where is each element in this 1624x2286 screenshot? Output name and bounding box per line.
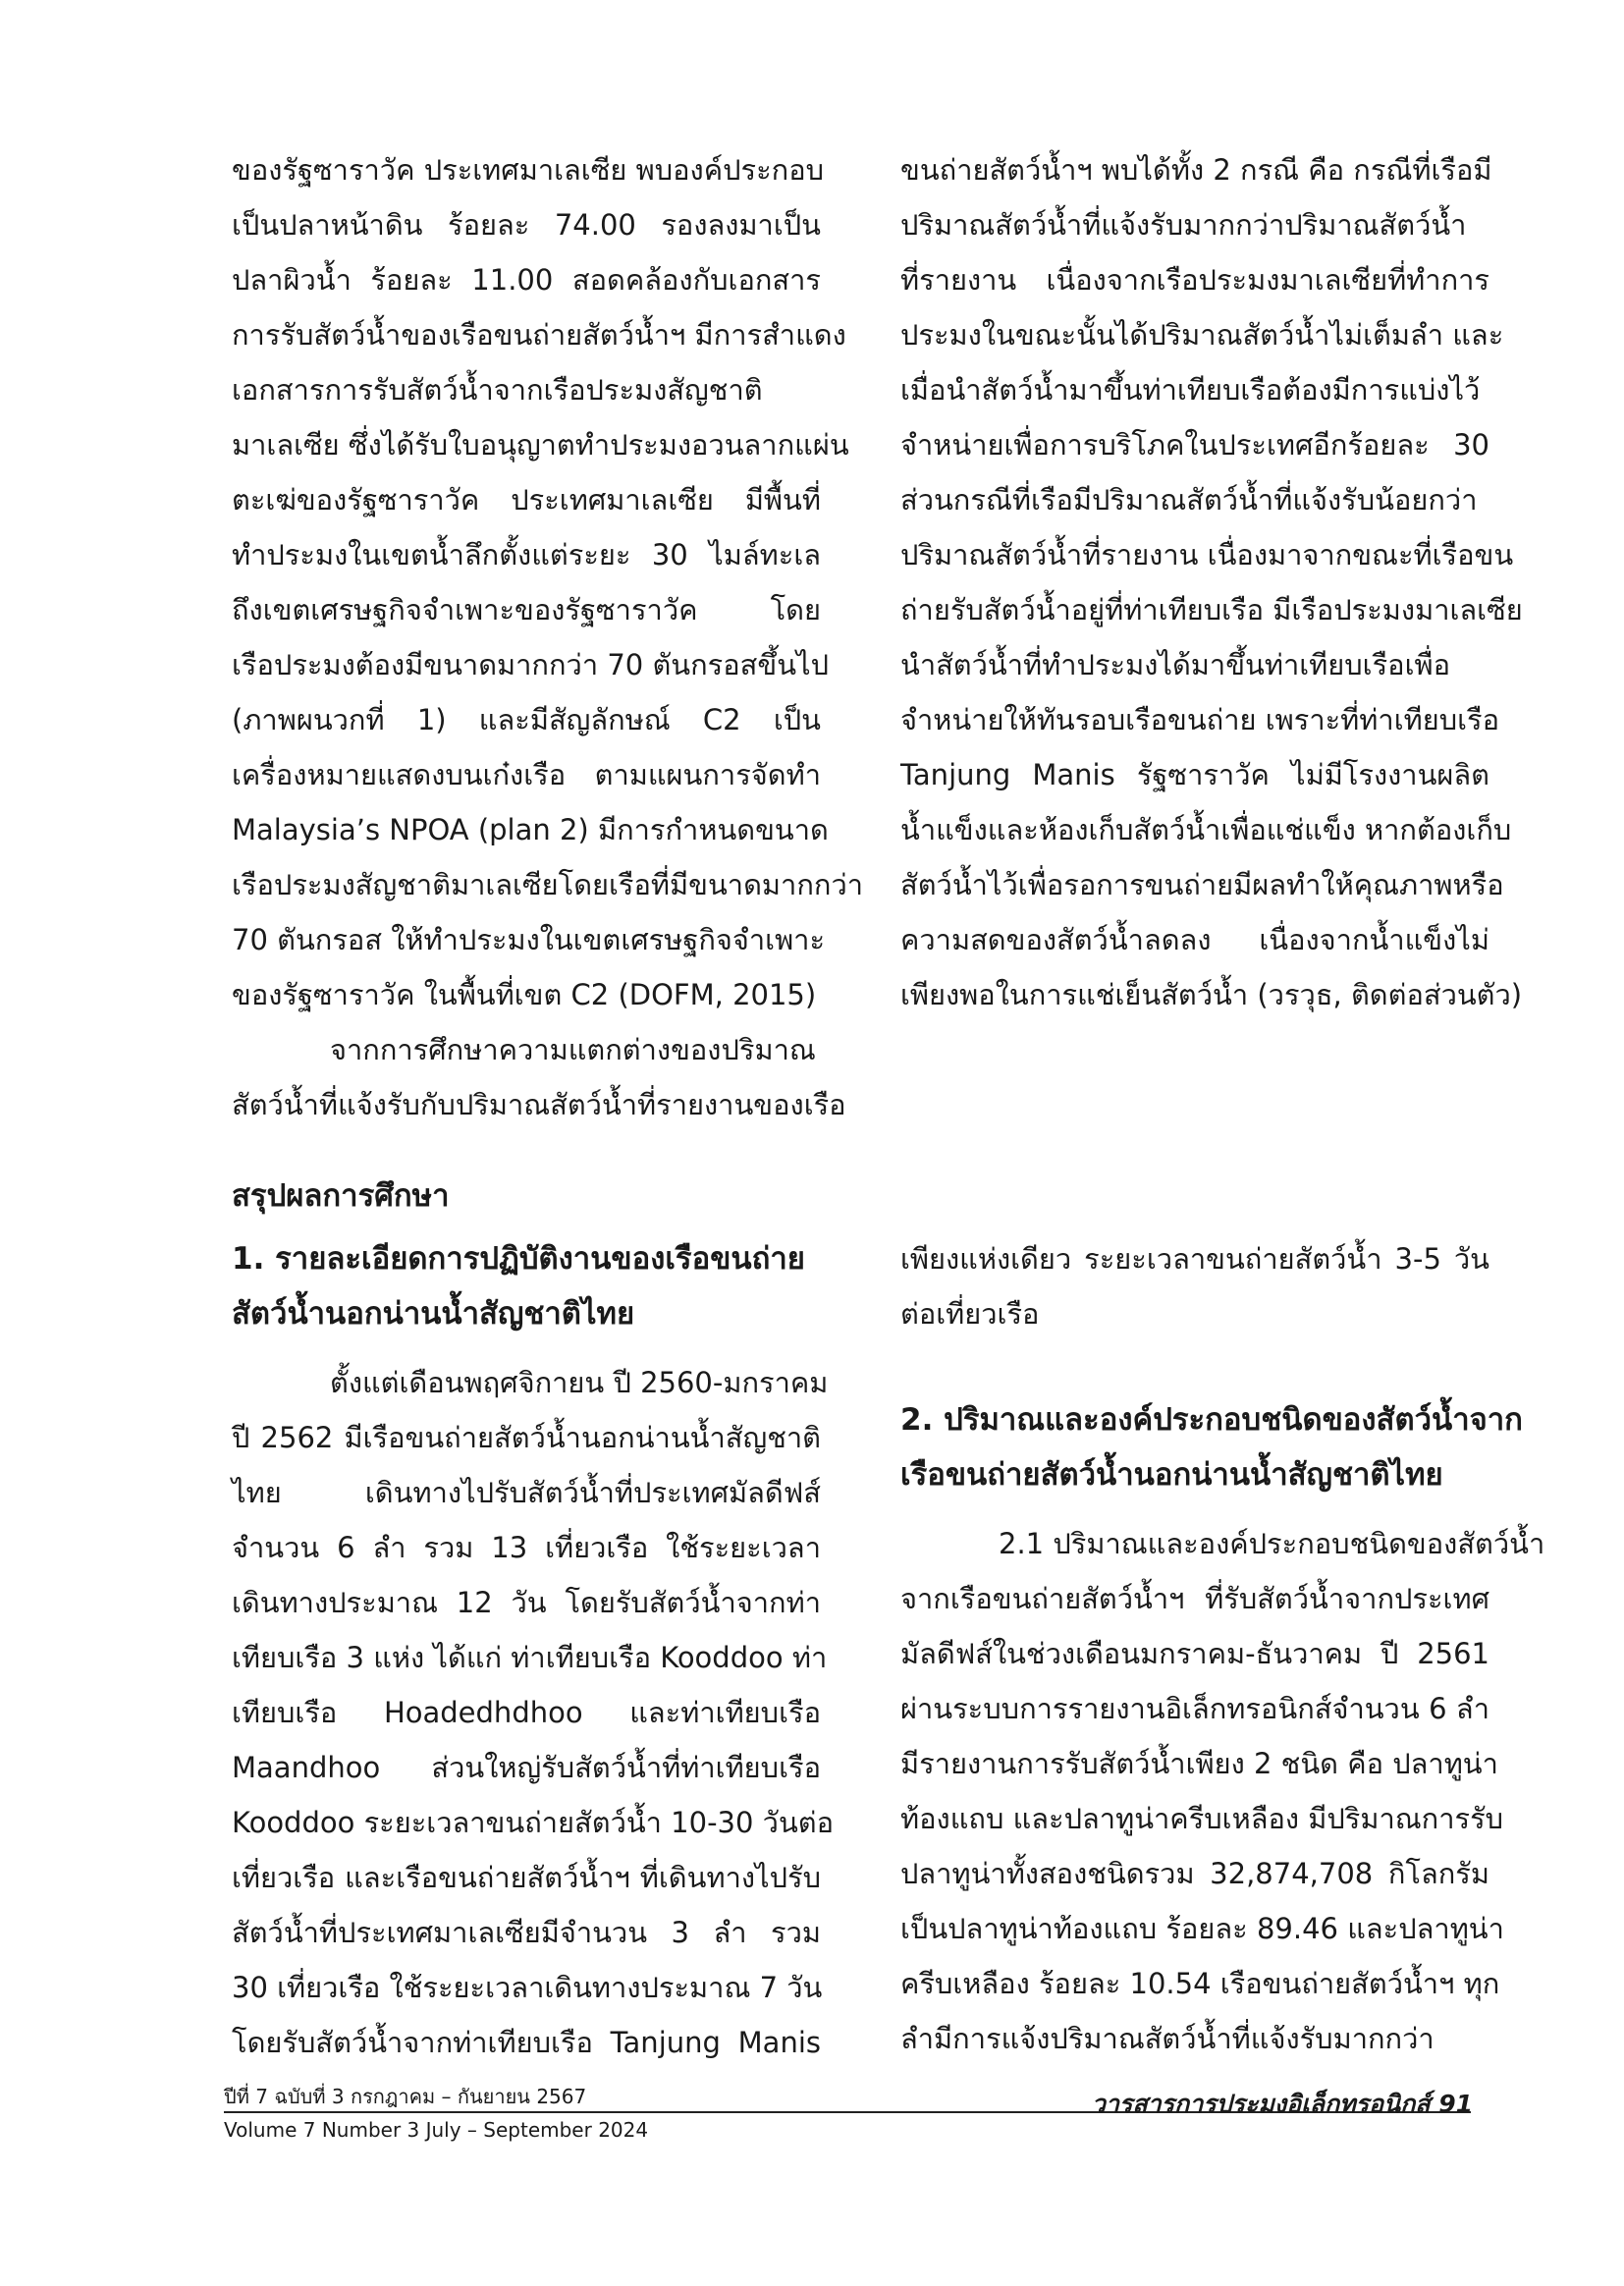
- paragraph-line: ปลาผิวน้ำ ร้อยละ 11.00 สอดคล้องกับเอกสาร: [232, 263, 821, 297]
- paragraph-line: ครีบเหลือง ร้อยละ 10.54 เรือขนถ่ายสัตว์น้ำฯ ทุก: [900, 1967, 1500, 2000]
- paragraph-line: ความสดของสัตว์น้ำลดลง เนื่องจากน้ำแข็งไม่: [900, 923, 1489, 956]
- paragraph-line: ทำประมงในเขตน้ำลึกตั้งแต่ระยะ 30 ไมล์ทะเล: [232, 538, 821, 572]
- paragraph-line: สัตว์น้ำที่ประเทศมาเลเซียมีจำนวน 3 ลำ รวม: [232, 1916, 821, 1949]
- subsection-1-continued: [900, 1231, 1489, 1341]
- paragraph-line: จำหน่ายให้ทันรอบเรือขนถ่าย เพราะที่ท่าเทียบเรือ: [900, 703, 1500, 736]
- paragraph-line: นำสัตว์น้ำที่ทำประมงได้มาขึ้นท่าเทียบเรือเพื่อ: [900, 648, 1451, 681]
- top-right-column: [900, 142, 1523, 1022]
- subsection-2-title: 2. ปริมาณและองค์ประกอบชนิดของสัตว์น้ำจาก: [900, 1402, 1523, 1438]
- paragraph-line: ผ่านระบบการรายงานอิเล็กทรอนิกส์จำนวน 6 ลำ: [900, 1692, 1489, 1725]
- paragraph-line: 2.1 ปริมาณและองค์ประกอบชนิดของสัตว์น้ำ: [999, 1527, 1545, 1560]
- paragraph-line: มาเลเซีย ซึ่งได้รับใบอนุญาตทำประมงอวนลากแผ่น: [232, 428, 849, 462]
- paragraph-line: ของรัฐซาราวัค ในพื้นที่เขต C2 (DOFM, 2015): [232, 978, 817, 1011]
- paragraph-line: ประมงในขณะนั้นได้ปริมาณสัตว์น้ำไม่เต็มลำ และ: [900, 318, 1504, 352]
- paragraph-line: ลำมีการแจ้งปริมาณสัตว์น้ำที่แจ้งรับมากกว่า: [900, 2022, 1435, 2055]
- paragraph-line: เพียงพอในการแช่เย็นสัตว์น้ำ (วรวุธ, ติดต่อส่วนตัว): [900, 978, 1523, 1011]
- paragraph-line: Malaysia’s NPOA (plan 2) มีการกำหนดขนาด: [232, 813, 829, 846]
- paragraph-line: (ภาพผนวกที่ 1) และมีสัญลักษณ์ C2 เป็น: [232, 703, 821, 736]
- paragraph-line: เรือประมงสัญชาติมาเลเซียโดยเรือที่มีขนาดมากกว่า: [232, 868, 864, 901]
- paragraph-line: การรับสัตว์น้ำของเรือขนถ่ายสัตว์น้ำฯ มีการสำแดง: [232, 318, 846, 352]
- paragraph-line: Tanjung Manis รัฐซาราวัค ไม่มีโรงงานผลิต: [900, 758, 1489, 791]
- footer-journal-page: วารสารการประมงอิเล็กทรอนิกส์ 91: [1091, 2090, 1473, 2118]
- paragraph-line: เทียบเรือ Hoadedhdhoo และท่าเทียบเรือ: [232, 1696, 821, 1729]
- paragraph-line: ท้องแถบ และปลาทูน่าครีบเหลือง มีปริมาณการรับ: [900, 1802, 1504, 1835]
- paragraph-line: เป็นปลาหน้าดิน ร้อยละ 74.00 รองลงมาเป็น: [232, 208, 821, 242]
- subsection-2: [900, 1392, 1545, 2066]
- paragraph-line: โดยรับสัตว์น้ำจากท่าเทียบเรือ Tanjung Manis: [232, 2026, 821, 2059]
- paragraph-line: จำหน่ายเพื่อการบริโภคในประเทศอีกร้อยละ 30: [900, 428, 1489, 462]
- paragraph-line: ตะเฆ่ของรัฐซาราวัค ประเทศมาเลเซีย มีพื้นที่: [232, 483, 821, 517]
- paragraph-line: ปริมาณสัตว์น้ำที่รายงาน เนื่องมาจากขณะที่เรือขน: [900, 538, 1514, 572]
- paragraph-line: 70 ตันกรอส ให้ทำประมงในเขตเศรษฐกิจจำเพาะ: [232, 923, 826, 956]
- paragraph-line: จากการศึกษาความแตกต่างของปริมาณ: [330, 1033, 816, 1066]
- paragraph-line: ปี 2562 มีเรือขนถ่ายสัตว์น้ำนอกน่านน้ำสัญชาติ: [232, 1421, 821, 1454]
- paragraph-line: เรือประมงต้องมีขนาดมากกว่า 70 ตันกรอสขึ้นไป: [232, 648, 830, 681]
- section-heading: สรุปผลการศึกษา: [232, 1178, 450, 1214]
- subsection-2-title: เรือขนถ่ายสัตว์น้ำนอกน่านน้ำสัญชาติไทย: [900, 1457, 1443, 1493]
- paragraph-line: มีรายงานการรับสัตว์น้ำเพียง 2 ชนิด คือ ปลาทูน่า: [900, 1747, 1498, 1780]
- paragraph-line: มัลดีฟส์ในช่วงเดือนมกราคม-ธันวาคม ปี 2561: [900, 1637, 1489, 1670]
- paragraph-line: เที่ยวเรือ และเรือขนถ่ายสัตว์น้ำฯ ที่เดินทางไปรับ: [232, 1861, 821, 1894]
- footer-issue-english: Volume 7 Number 3 July – September 2024: [224, 2118, 649, 2142]
- paragraph-line: เทียบเรือ 3 แห่ง ได้แก่ ท่าเทียบเรือ Kooddoo ท่า: [232, 1641, 828, 1674]
- paragraph-line: สัตว์น้ำไว้เพื่อรอการขนถ่ายมีผลทำให้คุณภาพหรือ: [900, 868, 1504, 901]
- paragraph-line: ของรัฐซาราวัค ประเทศมาเลเซีย พบองค์ประกอบ: [232, 153, 825, 187]
- paragraph-line: ถึงเขตเศรษฐกิจจำเพาะของรัฐซาราวัค โดย: [232, 593, 821, 626]
- paragraph-line: เพียงแห่งเดียว ระยะเวลาขนถ่ายสัตว์น้ำ 3-5 วัน: [900, 1242, 1489, 1276]
- paragraph-line: เครื่องหมายแสดงบนเก๋งเรือ ตามแผนการจัดทำ: [232, 758, 821, 791]
- paragraph-line: เอกสารการรับสัตว์น้ำจากเรือประมงสัญชาติ: [232, 373, 763, 407]
- paragraph-line: 30 เที่ยวเรือ ใช้ระยะเวลาเดินทางประมาณ 7 วัน: [232, 1971, 823, 2004]
- paragraph-line: ขนถ่ายสัตว์น้ำฯ พบได้ทั้ง 2 กรณี คือ กรณีที่เรือมี: [900, 153, 1492, 187]
- paragraph-line: ตั้งแต่เดือนพฤศจิกายน ปี 2560-มกราคม: [330, 1366, 829, 1399]
- paragraph-line: Kooddoo ระยะเวลาขนถ่ายสัตว์น้ำ 10-30 วันต่อ: [232, 1806, 835, 1839]
- paragraph-line: ถ่ายรับสัตว์น้ำอยู่ที่ท่าเทียบเรือ มีเรือประมงมาเลเซีย: [900, 593, 1523, 626]
- paragraph-line: ต่อเที่ยวเรือ: [900, 1297, 1040, 1331]
- paragraph-line: ส่วนกรณีที่เรือมีปริมาณสัตว์น้ำที่แจ้งรับน้อยกว่า: [900, 483, 1478, 517]
- subsection-1-title: 1. รายละเอียดการปฏิบัติงานของเรือขนถ่าย: [232, 1241, 805, 1277]
- paragraph-line: เดินทางประมาณ 12 วัน โดยรับสัตว์น้ำจากท่า: [232, 1586, 821, 1619]
- paragraph-line: ที่รายงาน เนื่องจากเรือประมงมาเลเซียที่ทำการ: [900, 263, 1489, 297]
- paragraph-line: จากเรือขนถ่ายสัตว์น้ำฯ ที่รับสัตว์น้ำจากประเทศ: [900, 1582, 1489, 1615]
- paragraph-line: น้ำแข็งและห้องเก็บสัตว์น้ำเพื่อแช่แข็ง หากต้องเก็บ: [900, 813, 1512, 846]
- subsection-1-title: สัตว์น้ำนอกน่านน้ำสัญชาติไทย: [232, 1296, 635, 1332]
- paragraph-line: Maandhoo ส่วนใหญ่รับสัตว์น้ำที่ท่าเทียบเรือ: [232, 1751, 821, 1784]
- footer-issue-thai: ปีที่ 7 ฉบับที่ 3 กรกฎาคม – กันยายน 2567: [224, 2085, 587, 2108]
- paragraph-line: ปลาทูน่าทั้งสองชนิดรวม 32,874,708 กิโลกรัม: [900, 1857, 1489, 1890]
- paragraph-line: ปริมาณสัตว์น้ำที่แจ้งรับมากกว่าปริมาณสัตว์น้ำ: [900, 208, 1467, 242]
- paragraph-line: เป็นปลาทูน่าท้องแถบ ร้อยละ 89.46 และปลาทูน่า: [900, 1912, 1504, 1945]
- paragraph-line: ไทย เดินทางไปรับสัตว์น้ำที่ประเทศมัลดีฟส์: [232, 1476, 821, 1509]
- paragraph-line: จำนวน 6 ลำ รวม 13 เที่ยวเรือ ใช้ระยะเวลา: [232, 1531, 821, 1564]
- paragraph-line: เมื่อนำสัตว์น้ำมาขึ้นท่าเทียบเรือต้องมีการแบ่งไว้: [900, 373, 1481, 407]
- top-left-column: [232, 142, 864, 1132]
- subsection-1: [232, 1231, 835, 2070]
- paragraph-line: สัตว์น้ำที่แจ้งรับกับปริมาณสัตว์น้ำที่รายงานของเรือ: [232, 1088, 846, 1121]
